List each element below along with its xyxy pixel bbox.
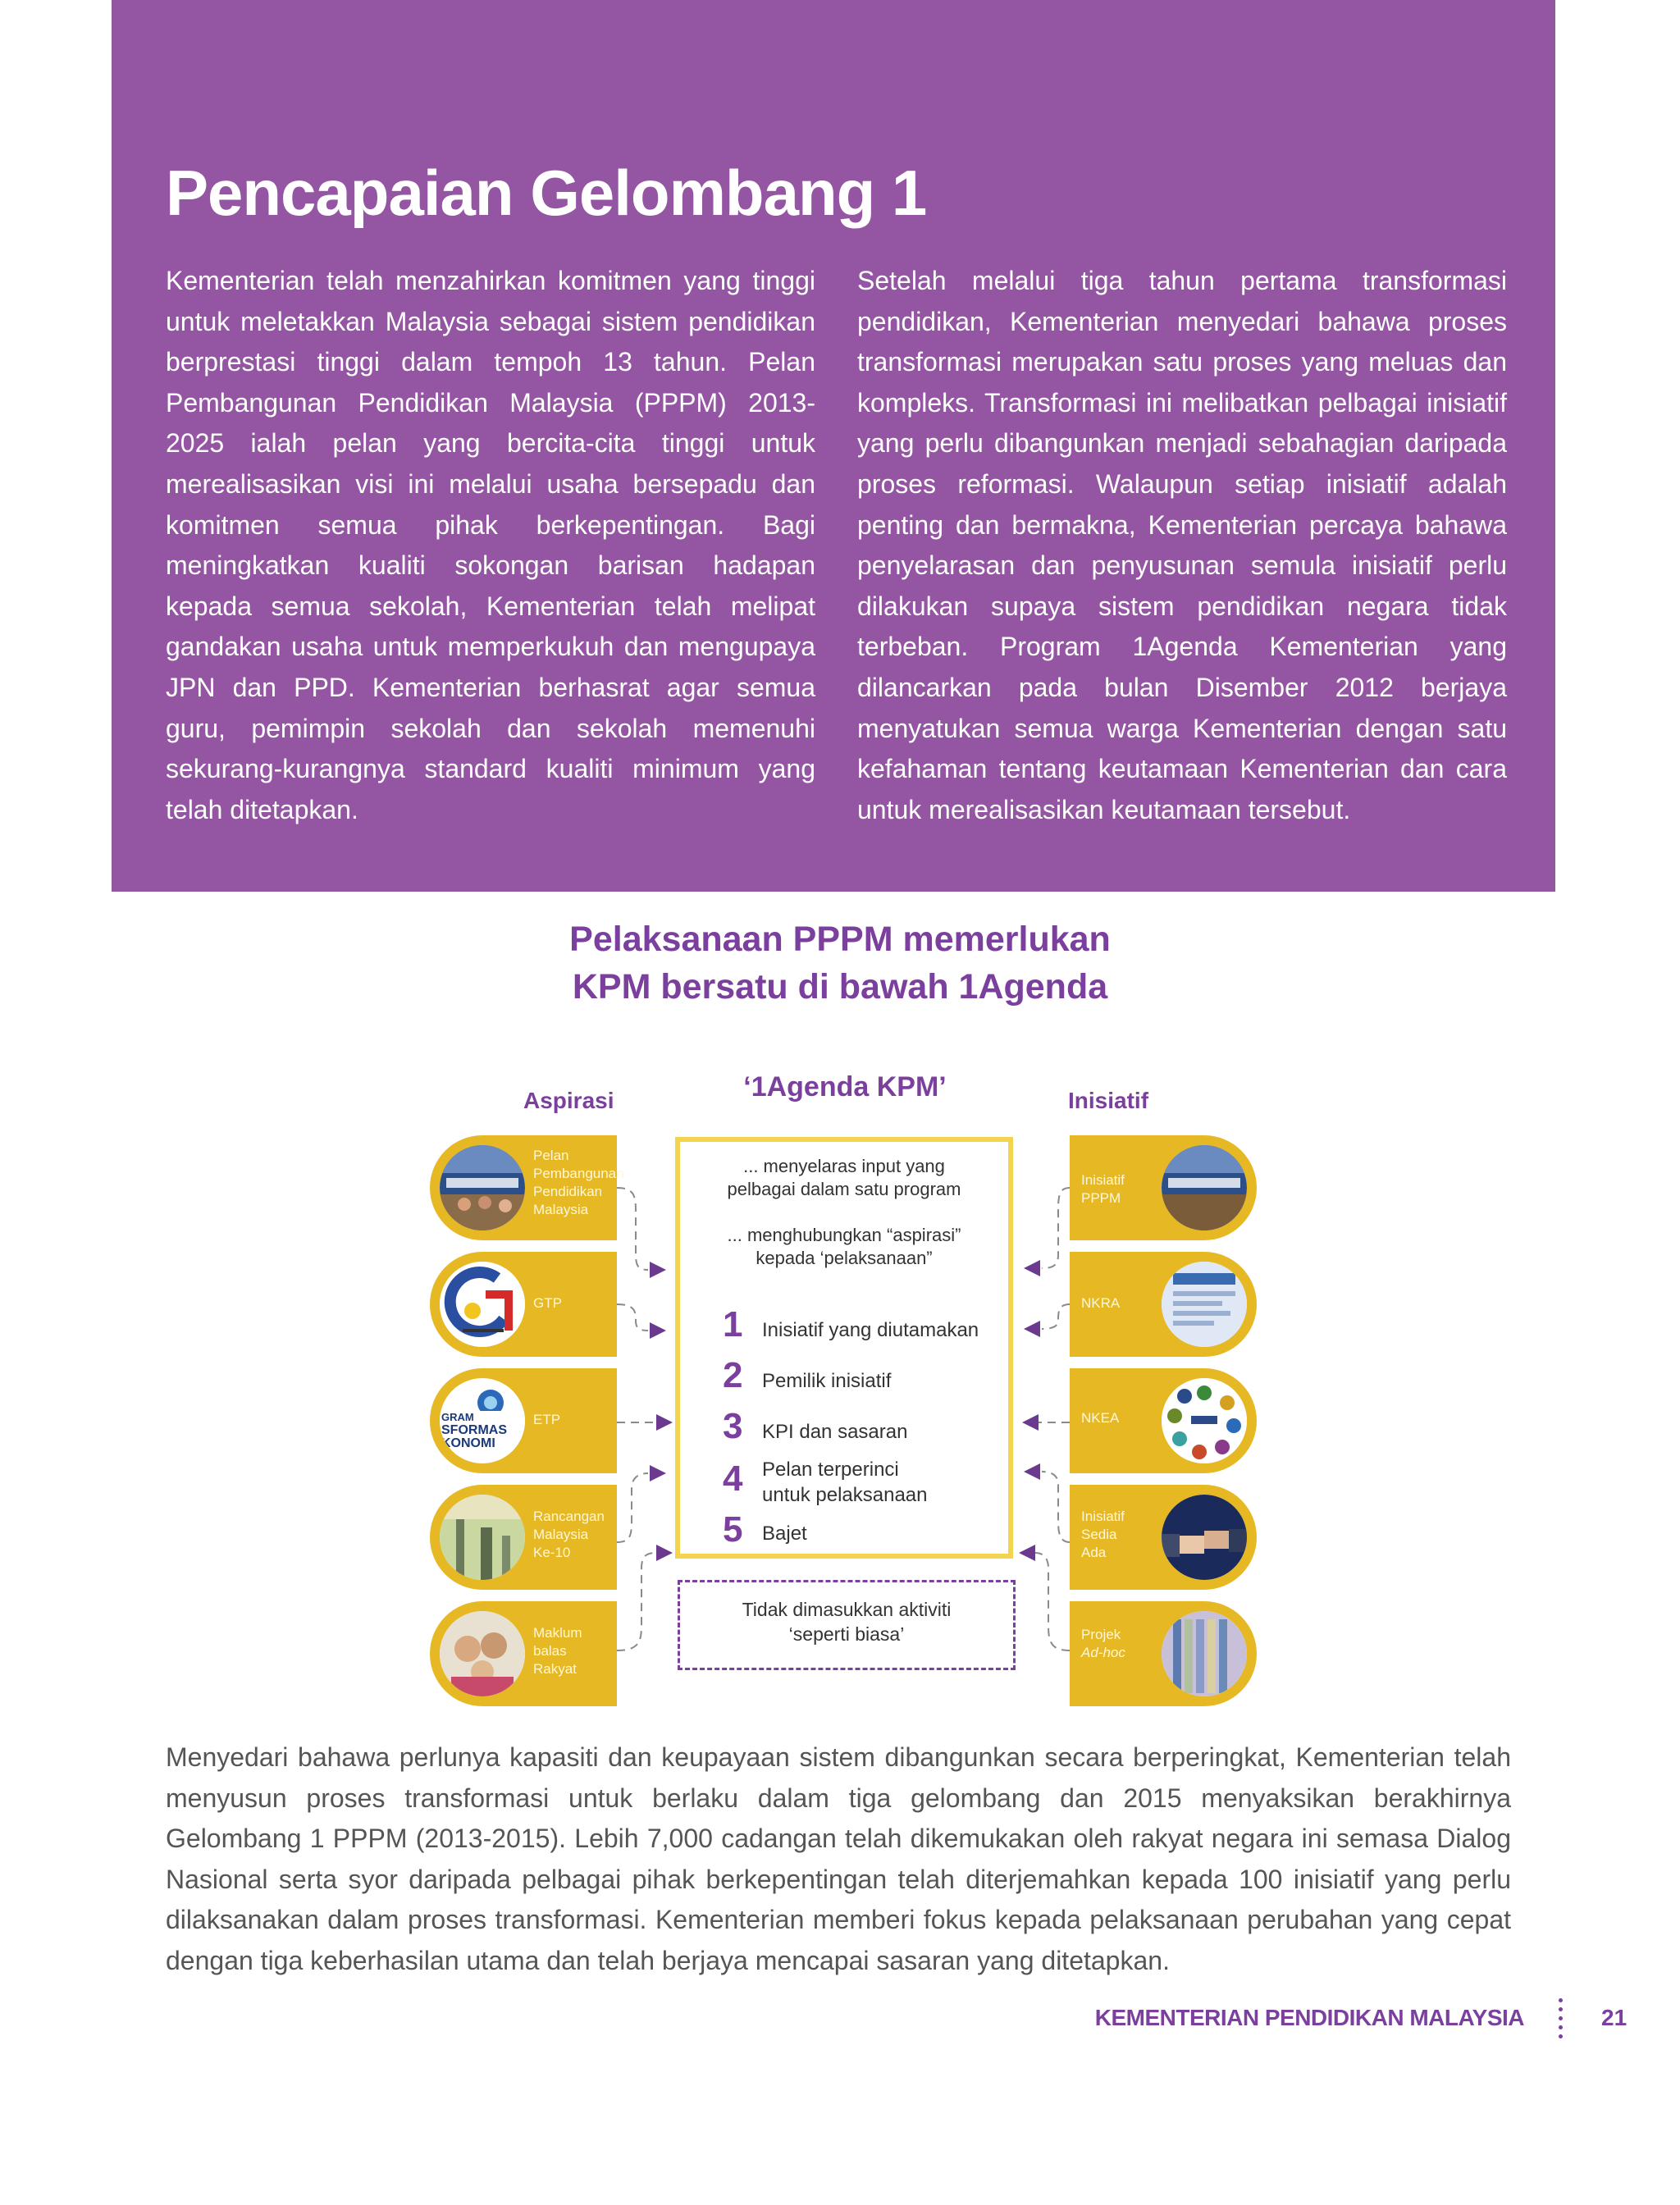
etp-text-3: KONOMI: [441, 1436, 495, 1450]
aspirasi-heading: Aspirasi: [523, 1088, 614, 1113]
page-title: Pencapaian Gelombang 1: [166, 157, 927, 229]
inisiatif-item-ad-hoc: [1070, 1601, 1257, 1706]
step-number-3: 3: [723, 1406, 743, 1446]
aspirasi-item-rmk10: [430, 1485, 617, 1590]
diagram-title-line-1: Pelaksanaan PPPM memerlukan: [569, 920, 1111, 959]
excluded-activities-text: Tidak dimasukkan aktiviti ‘seperti biasa’: [742, 1599, 952, 1645]
aspirasi-label-rmk10: Rancangan Malaysia Ke-10: [533, 1509, 605, 1560]
inisiatif-item-pppm: [1070, 1135, 1257, 1240]
excluded-activities-box: [678, 1580, 1016, 1670]
inisiatif-label-ad-hoc: Projek Ad-hoc: [1081, 1627, 1125, 1660]
page-number: 21: [1601, 2005, 1628, 2030]
etp-text-2: SFORMAS: [441, 1423, 507, 1437]
inisiatif-label-nkea: NKEA: [1081, 1410, 1120, 1426]
gtp-logo-icon: [440, 1262, 525, 1347]
agenda-heading: ‘1Agenda KPM’: [743, 1071, 947, 1102]
pppm-cover-thumbnail: [440, 1145, 525, 1230]
rmk10-cover-thumbnail: [440, 1495, 525, 1580]
inisiatif-label-sedia-ada: Inisiatif Sedia Ada: [1081, 1509, 1125, 1560]
nkea-icons-thumbnail: [1162, 1378, 1247, 1463]
aspirasi-item-gtp: [430, 1252, 617, 1357]
diagram-title-line-2: KPM bersatu di bawah 1Agenda: [572, 967, 1108, 1007]
agenda-box: [675, 1137, 1013, 1559]
aspirasi-label-etp: ETP: [533, 1412, 561, 1427]
step-text-2: Pemilik inisiatif: [762, 1370, 892, 1392]
agenda-intro-1: ... menyelaras input yang pelbagai dalam satu program: [727, 1156, 961, 1199]
aspirasi-item-pppm: [430, 1135, 624, 1240]
step-number-5: 5: [723, 1509, 743, 1550]
aspirasi-label-maklum-balas: Maklum balas Rakyat: [533, 1625, 582, 1677]
etp-text-1: GRAM: [441, 1411, 474, 1423]
aspirasi-item-maklum-balas: [430, 1601, 617, 1706]
step-number-1: 1: [723, 1304, 743, 1344]
inisiatif-heading: Inisiatif: [1068, 1088, 1149, 1113]
step-text-5: Bajet: [762, 1522, 807, 1545]
aspirasi-label-pppm: Pelan Pembangunan Pendidikan Malaysia: [533, 1148, 624, 1217]
rakyat-photo-thumbnail: [440, 1611, 525, 1696]
nkra-document-thumbnail: [1162, 1262, 1247, 1347]
inisiatif-item-nkea: [1070, 1368, 1257, 1473]
step-number-4: 4: [723, 1459, 743, 1499]
step-text-1: Inisiatif yang diutamakan: [762, 1319, 979, 1341]
handshake-thumbnail: [1162, 1495, 1247, 1580]
aspirasi-label-gtp: GTP: [533, 1295, 562, 1311]
inisiatif-item-nkra: [1070, 1252, 1257, 1357]
footer-separator: [1559, 1998, 1564, 2048]
files-thumbnail: [1162, 1611, 1247, 1696]
inisiatif-item-sedia-ada: [1070, 1485, 1257, 1590]
etp-logo-icon: [440, 1378, 525, 1463]
inisiatif-label-pppm: Inisiatif PPPM: [1081, 1172, 1125, 1206]
body-paragraph: Menyedari bahawa perlunya kapasiti dan keupayaan sistem dibangunkan secara berperingkat, Kementerian telah menyusun proses transformasi untuk berlaku dalam tiga gelombang dan 2015 menyaksikan berakhirnya Gelombang 1 PPPM (2013-2015). Lebih 7,000 cadangan telah dikemukakan oleh rakyat negara ini semasa Dialog Nasional serta syor daripada pelbagai pihak berkepentingan telah diterjemahkan kepada 100 inisiatif yang perlu dilaksanakan dalam proses transformasi. Kementerian memberi fokus kepada pelaksanaan perubahan yang cepat dengan tiga keberhasilan utama dan telah berjaya mencapai sasaran yang ditetapkan.: [166, 1742, 1511, 1975]
intro-right-column: Setelah melalui tiga tahun pertama transformasi pendidikan, Kementerian menyedari bahawa proses transformasi merupakan satu proses yang meluas dan kompleks. Transformasi ini melibatkan pelbagai inisiatif yang perlu dibangunkan menjadi sebahagian daripada proses reformasi. Walaupun setiap inisiatif adalah penting dan bermakna, Kementerian percaya bahawa penyelarasan dan penyusunan semula inisiatif perlu dilakukan supaya sistem pendidikan negara tidak terbeban. Program 1Agenda Kementerian yang dilancarkan pada bulan Disember 2012 berjaya menyatukan semua warga Kementerian dengan satu kefahaman tentang keutamaan Kementerian dan cara untuk merealisasikan keutamaan tersebut.: [857, 266, 1507, 824]
step-number-2: 2: [723, 1355, 743, 1395]
pppm-initiative-thumbnail: [1162, 1145, 1247, 1230]
step-text-3: KPI dan sasaran: [762, 1421, 908, 1443]
inisiatif-label-nkra: NKRA: [1081, 1295, 1121, 1311]
intro-left-column: Kementerian telah menzahirkan komitmen yang tinggi untuk meletakkan Malaysia sebagai sistem pendidikan berprestasi tinggi dalam tempoh 13 tahun. Pelan Pembangunan Pendidikan Malaysia (PPPM) 2013-2025 ialah pelan yang bercita-cita tinggi untuk merealisasikan visi ini melalui usaha bersepadu dan komitmen semua pihak berkepentingan. Bagi meningkatkan kualiti sokongan barisan hadapan kepada semua sekolah, Kementerian telah melipat gandakan usaha untuk memperkukuh dan mengupaya JPN dan PPD. Kementerian berhasrat agar semua guru, pemimpin sekolah dan sekolah memenuhi sekurang-kurangnya standard kualiti minimum yang telah ditetapkan.: [166, 266, 815, 824]
agenda-intro-2: ... menghubungkan “aspirasi” kepada ‘pelaksanaan”: [727, 1225, 961, 1268]
aspirasi-item-etp: [430, 1368, 617, 1473]
footer-organisation: KEMENTERIAN PENDIDIKAN MALAYSIA: [1094, 2005, 1524, 2030]
step-text-4: Pelan terperinci untuk pelaksanaan: [762, 1459, 928, 1506]
